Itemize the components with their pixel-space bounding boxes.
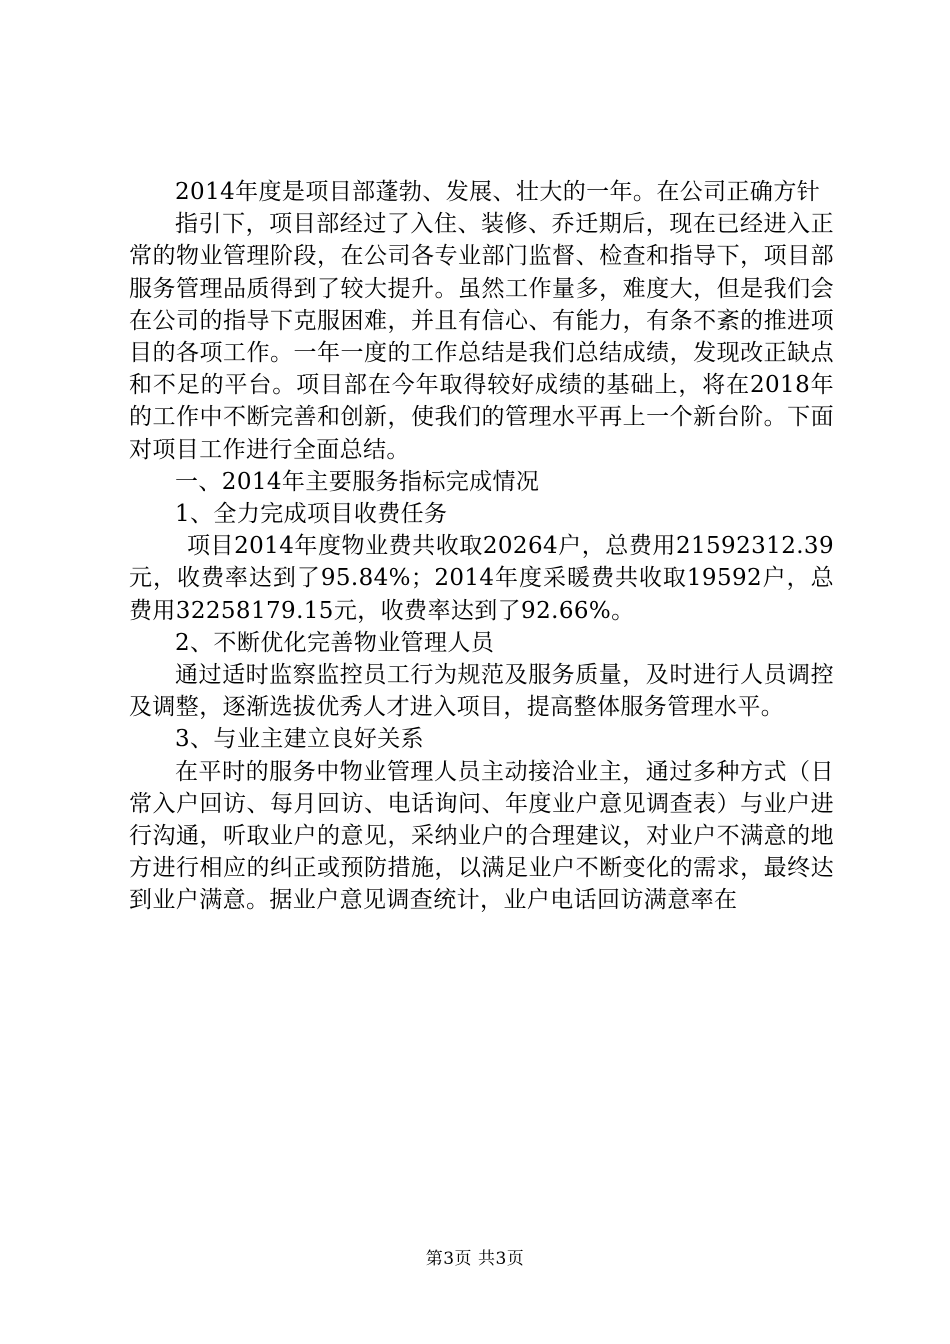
intro-paragraph: 指引下，项目部经过了入住、装修、乔迁期后，现在已经进入正常的物业管理阶段，在公司各专业部门监督、检查和指导下，项目部服务管理品质得到了较大提升。虽然工作量多，难度大，但是我们会在公司的指导下克服困难，并且有信心、有能力，有条不紊的推进项目的各项工作。一年一度的工作总结是我们总结成绩，发现改正缺点和不足的平台。项目部在今年取得较好成绩的基础上，将在2018年的工作中不断完善和创新，使我们的管理水平再上一个新台阶。下面对项目工作进行全面总结。 [129,211,834,463]
page-number-footer: 第3页 共3页 [425,1249,525,1269]
intro-paragraph-line: 2014年度是项目部蓬勃、发展、壮大的一年。在公司正确方针 [175,179,821,205]
subheading-2: 2、不断优化完善物业管理人员 [175,629,495,656]
subheading-3: 3、与业主建立良好关系 [175,726,425,753]
staff-optimization-paragraph: 通过适时监察监控员工行为规范及服务质量，及时进行人员调控及调整，逐渐选拔优秀人才进入项目，提高整体服务管理水平。 [129,662,834,721]
section-heading-1: 一、2014年主要服务指标完成情况 [175,468,540,495]
subheading-1: 1、全力完成项目收费任务 [175,501,448,528]
document-body [129,176,834,917]
owner-relations-paragraph: 在平时的服务中物业管理人员主动接洽业主，通过多种方式（日常入户回访、每月回访、电话询问、年度业户意见调查表）与业户进行沟通，听取业户的意见，采纳业户的合理建议，对业户不满意的地方进行相应的纠正或预防措施，以满足业户不断变化的需求，最终达到业户满意。据业户意见调查统计，业户电话回访满意率在 [129,758,834,914]
fee-collection-paragraph: 项目2014年度物业费共收取20264户，总费用21592312.39元，收费率达到了95.84%；2014年度采暖费共收取19592户，总费用32258179.15元，收费率达到了92.66%。 [129,533,834,624]
